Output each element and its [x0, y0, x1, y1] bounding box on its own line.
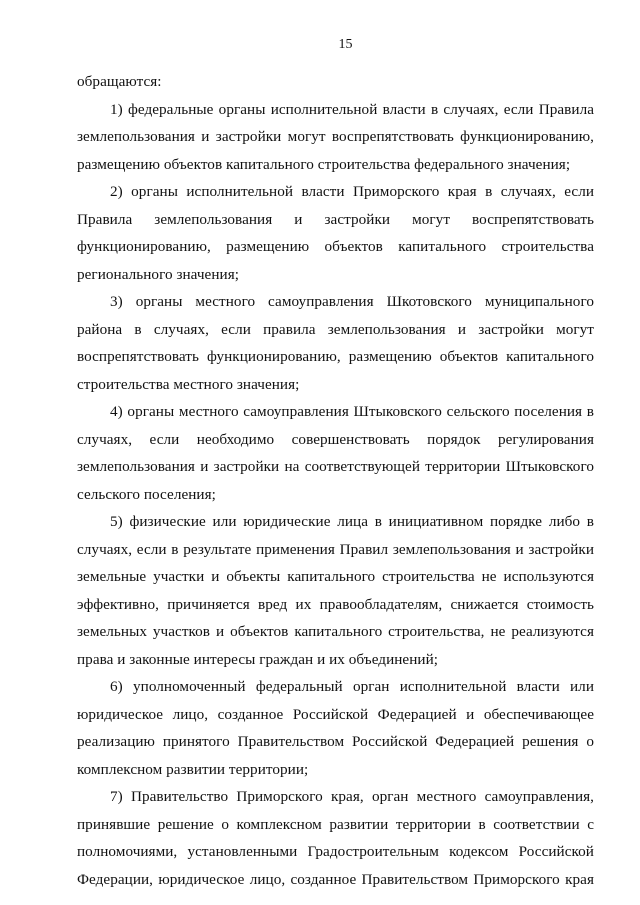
- page-number: 15: [338, 37, 353, 52]
- paragraph-item-5: 5) физические или юридические лица в инициативном порядке либо в случаях, если в результате применения Правил землепользования и застройки земельные участки и объекты капитального строительства не используются эффективно, причиняется вред их правообладателям, снижается стоимость земельных участков и объектов капитального строительства, не реализуются права и законные интересы граждан и их объединений;: [77, 513, 594, 668]
- paragraph-intro: обращаются:: [77, 73, 162, 90]
- paragraph-item-7: 7) Правительство Приморского края, орган местного самоуправления, принявшие решение о комплексном развитии территории в соответствии с полномочиями, установленными Градостроительным кодексом Российской Федерации, юридическое лицо, созданное Правительством Приморского края: [77, 788, 594, 888]
- paragraph-item-3: 3) органы местного самоуправления Шкотовского муниципального района в случаях, если правила землепользования и застройки могут воспрепятствовать функционированию, размещению объектов капитального строительства местного значения;: [77, 293, 594, 393]
- paragraph-item-6: 6) уполномоченный федеральный орган исполнительной власти или юридическое лицо, созданное Российской Федерацией и обеспечивающее реализацию принятого Правительством Российской Федерацией решения о комплексном развитии территории;: [77, 678, 594, 778]
- paragraph-item-2: 2) органы исполнительной власти Приморского края в случаях, если Правила землепользования и застройки могут воспрепятствовать функционированию, размещению объектов капитального строительства регионального значения;: [77, 183, 594, 283]
- paragraph-item-1: 1) федеральные органы исполнительной власти в случаях, если Правила землепользования и застройки могут воспрепятствовать функционированию, размещению объектов капитального строительства федерального значения;: [77, 100, 594, 173]
- paragraph-item-4: 4) органы местного самоуправления Штыковского сельского поселения в случаях, если необходимо совершенствовать порядок регулирования землепользования и застройки на соответствующей территории Штыковского сельского поселения;: [77, 403, 594, 503]
